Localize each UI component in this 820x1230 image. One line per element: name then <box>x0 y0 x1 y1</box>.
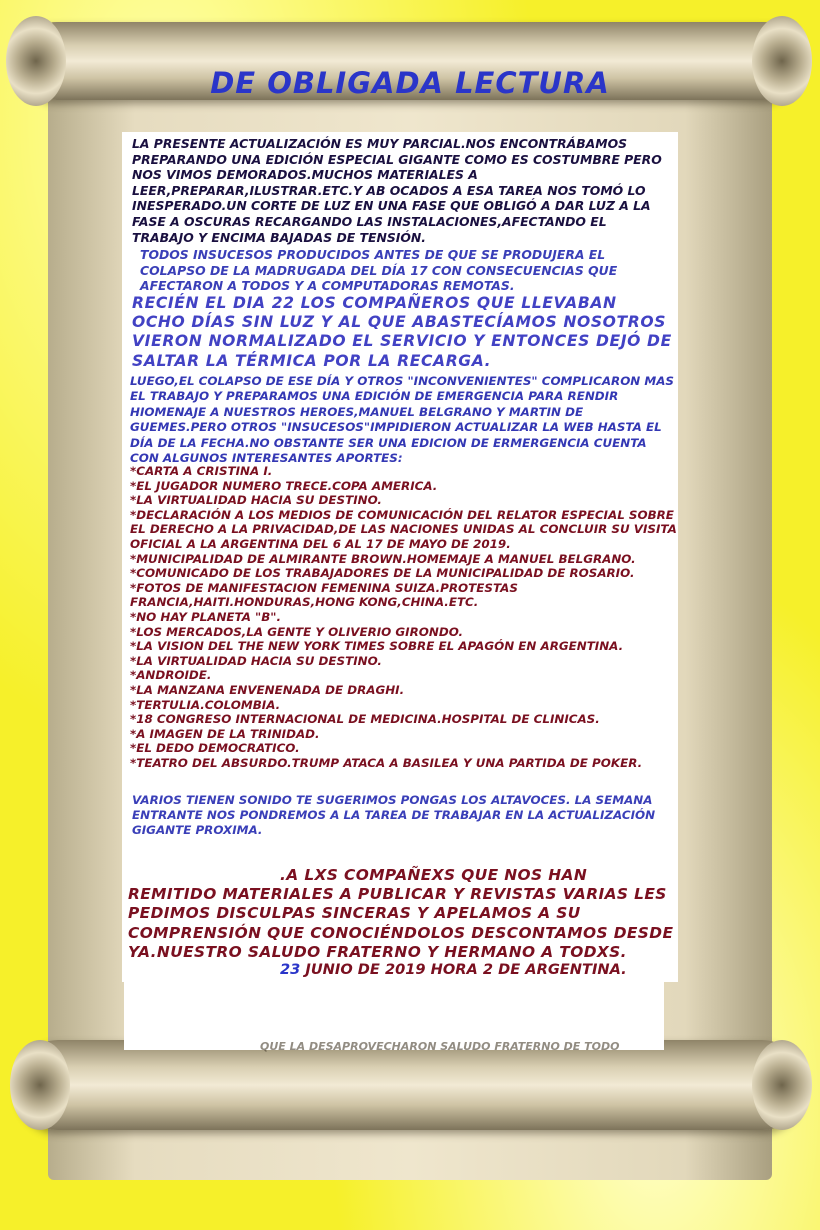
list-item: *DECLARACIÓN A LOS MEDIOS DE COMUNICACIÓN DEL RELATOR ESPECIAL SOBRE EL DERECHO A LA PRIVACIDAD,DE LAS NACIONES UNIDAS AL CONCLUIR SU VISITA OFICIAL A LA ARGENTINA DEL 6 AL 17 DE MAYO DE 2019. <box>130 507 677 551</box>
scroll-top-right-end <box>752 16 812 106</box>
altavoces-paragraph: VARIOS TIENEN SONIDO TE SUGERIMOS PONGAS LOS ALTAVOCES. LA SEMANA ENTRANTE NOS PONDREMOS A LA TAREA DE TRABAJAR EN LA ACTUALIZACIÓN GIGANTE PROXIMA. <box>132 793 656 838</box>
scroll-top-left-end <box>6 16 66 106</box>
date-line <box>280 961 680 978</box>
emergencia-paragraph: LUEGO,EL COLAPSO DE ESE DÍA Y OTROS "INCONVENIENTES" COMPLICARON MAS EL TRABAJO Y PREPARAMOS UNA EDICIÓN DE EMERGENCIA PARA RENDIR HIOMENAJE A NUESTROS HEROES,MANUEL BELGRANO Y MARTIN DE GUEMES.PERO OTROS "INSUCESOS"IMPIDIERON ACTUALIZAR LA WEB HASTA EL DÍA DE LA FECHA.NO OBSTANTE SER UNA EDICION DE ERMERGENCIA CUENTA CON ALGUNOS INTERESANTES APORTES: <box>130 374 674 466</box>
list-item: *TERTULIA.COLOMBIA. <box>130 697 281 712</box>
list-item: *18 CONGRESO INTERNACIONAL DE MEDICINA.HOSPITAL DE CLINICAS. <box>130 712 600 727</box>
list-item: *LOS MERCADOS,LA GENTE Y OLIVERIO GIRONDO. <box>130 624 464 639</box>
list-item: *ANDROIDE. <box>130 668 212 683</box>
normalizacion-paragraph: RECIÉN EL DIA 22 LOS COMPAÑEROS QUE LLEVABAN OCHO DÍAS SIN LUZ Y AL QUE ABASTECÍAMOS NOSOTROS VIERON NORMALIZADO EL SERVICIO Y ENTONCES DEJÓ DE SALTAR LA TÉRMICA POR LA RECARGA. <box>132 294 672 370</box>
list-item: *LA MANZANA ENVENENADA DE DRAGHI. <box>130 682 405 697</box>
list-item: *EL JUGADOR NUMERO TRECE.COPA AMERICA. <box>130 478 438 493</box>
scroll-bottom-left-end <box>10 1040 70 1130</box>
list-item: *LA VIRTUALIDAD HACIA SU DESTINO. <box>130 493 382 508</box>
list-item: *MUNICIPALIDAD DE ALMIRANTE BROWN.HOMEMAJE A MANUEL BELGRANO. <box>130 551 636 566</box>
list-item: *CARTA A CRISTINA I. <box>130 464 273 478</box>
list-item: *COMUNICADO DE LOS TRABAJADORES DE LA MUNICIPALIDAD DE ROSARIO. <box>130 566 635 581</box>
list-item: *EL DEDO DEMOCRATICO. <box>130 741 300 756</box>
scroll-bottom-roll <box>18 1040 802 1130</box>
list-item: *NO HAY PLANETA "B". <box>130 609 282 624</box>
ghost-text: QUE LA DESAPROVECHARON SALUDO FRATERNO DE TODO <box>260 1040 620 1053</box>
intro-paragraph: LA PRESENTE ACTUALIZACIÓN ES MUY PARCIAL.NOS ENCONTRÁBAMOS PREPARANDO UNA EDICIÓN ESPECIAL GIGANTE COMO ES COSTUMBRE PERO NOS VIMOS DEMORADOS.MUCHOS MATERIALES A LEER,PREPARAR,ILUSTRAR.ETC.Y AB OCADOS A ESA TAREA NOS TOMÓ LO INESPERADO.UN CORTE DE LUZ EN UNA FASE QUE OBLIGÓ A DAR LUZ A LA FASE A OSCURAS RECARGANDO LAS INSTALACIONES,AFECTANDO EL TRABAJO Y ENCIMA BAJADAS DE TENSIÓN. <box>132 136 662 245</box>
list-item: *A IMAGEN DE LA TRINIDAD. <box>130 726 320 741</box>
list-item: *LA VISION DEL THE NEW YORK TIMES SOBRE EL APAGÓN EN ARGENTINA. <box>130 639 624 654</box>
scroll-bottom-right-end <box>752 1040 812 1130</box>
page-title: DE OBLIGADA LECTURA <box>210 66 610 100</box>
date-number: 23 <box>280 961 301 978</box>
contents-list <box>130 464 686 770</box>
list-item: *LA VIRTUALIDAD HACIA SU DESTINO. <box>130 653 382 668</box>
disculpas-paragraph <box>128 866 676 962</box>
insucesos-paragraph: TODOS INSUCESOS PRODUCIDOS ANTES DE QUE SE PRODUJERA EL COLAPSO DE LA MADRUGADA DEL DÍA 17 CON CONSECUENCIAS QUE AFECTARON A TODOS Y A COMPUTADORAS REMOTAS. <box>140 247 618 294</box>
date-text: JUNIO DE 2019 HORA 2 DE ARGENTINA. <box>300 961 627 978</box>
list-item: *TEATRO DEL ABSURDO.TRUMP ATACA A BASILEA Y UNA PARTIDA DE POKER. <box>130 755 643 770</box>
list-item: *FOTOS DE MANIFESTACION FEMENINA SUIZA.PROTESTAS FRANCIA,HAITI.HONDURAS,HONG KONG,CHINA.ETC. <box>130 580 518 610</box>
disculpas-text: .A LXS COMPAÑEXS QUE NOS HAN REMITIDO MATERIALES A PUBLICAR Y REVISTAS VARIAS LES PEDIMOS DISCULPAS SINCERAS Y APELAMOS A SU COMPRENSIÓN QUE CONOCIÉNDOLOS DESCONTAMOS DESDE YA.NUESTRO SALUDO FRATERNO Y HERMANO A TODXS. <box>128 866 674 961</box>
